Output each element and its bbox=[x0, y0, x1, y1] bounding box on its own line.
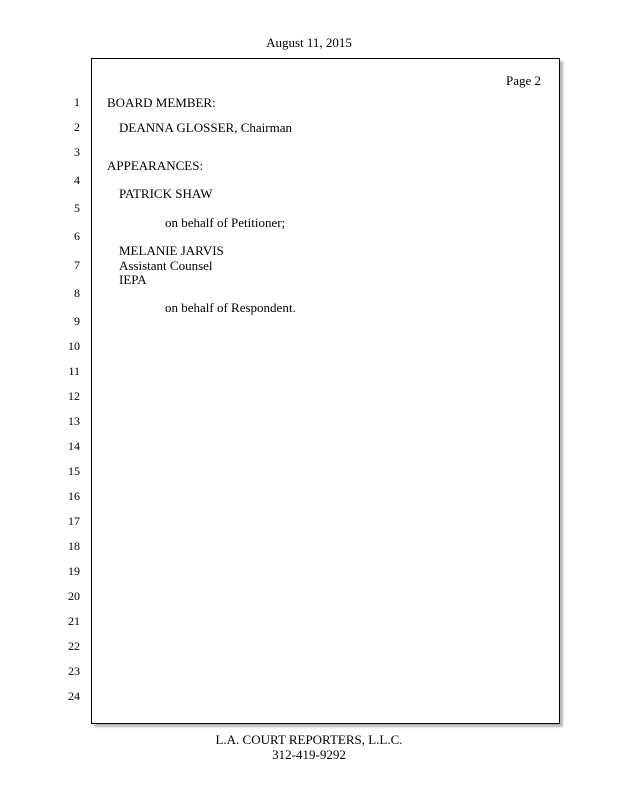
line-number: 12 bbox=[68, 389, 80, 403]
line-number: 1 bbox=[74, 95, 80, 109]
header-date: August 11, 2015 bbox=[266, 35, 352, 50]
line-number: 11 bbox=[68, 364, 80, 378]
line-number: 2 bbox=[74, 120, 80, 134]
line-number: 14 bbox=[68, 439, 80, 453]
page-number: Page 2 bbox=[505, 73, 541, 88]
line-number: 24 bbox=[68, 689, 80, 703]
respondent-agency: IEPA bbox=[119, 272, 147, 287]
line-number: 21 bbox=[68, 614, 80, 628]
line-number: 13 bbox=[68, 414, 80, 428]
respondent-role: on behalf of Respondent. bbox=[165, 300, 296, 315]
line-number: 18 bbox=[68, 539, 80, 553]
appearances-heading: APPEARANCES: bbox=[107, 158, 204, 173]
respondent-title: Assistant Counsel bbox=[119, 258, 213, 273]
transcript-page bbox=[91, 58, 560, 724]
board-member-name: DEANNA GLOSSER, Chairman bbox=[119, 120, 292, 135]
line-number: 17 bbox=[68, 514, 80, 528]
line-number: 7 bbox=[74, 258, 80, 272]
petitioner-counsel: PATRICK SHAW bbox=[119, 186, 213, 201]
footer-phone: 312-419-9292 bbox=[272, 747, 346, 762]
line-number: 20 bbox=[68, 589, 80, 603]
petitioner-role: on behalf of Petitioner; bbox=[165, 215, 286, 230]
line-number: 3 bbox=[74, 145, 80, 159]
footer-company: L.A. COURT REPORTERS, L.L.C. bbox=[215, 732, 403, 747]
footer bbox=[0, 732, 618, 762]
line-number: 16 bbox=[68, 489, 80, 503]
respondent-counsel: MELANIE JARVIS bbox=[119, 243, 224, 258]
line-number: 22 bbox=[68, 639, 80, 653]
line-number: 9 bbox=[74, 314, 80, 328]
line-number: 23 bbox=[68, 664, 80, 678]
line-number: 15 bbox=[68, 464, 80, 478]
line-number: 8 bbox=[74, 286, 80, 300]
line-number: 4 bbox=[74, 173, 80, 187]
line-number: 19 bbox=[68, 564, 80, 578]
line-number: 10 bbox=[68, 339, 80, 353]
line-number: 6 bbox=[74, 229, 80, 243]
board-member-heading: BOARD MEMBER: bbox=[107, 95, 216, 110]
line-number: 5 bbox=[74, 201, 80, 215]
